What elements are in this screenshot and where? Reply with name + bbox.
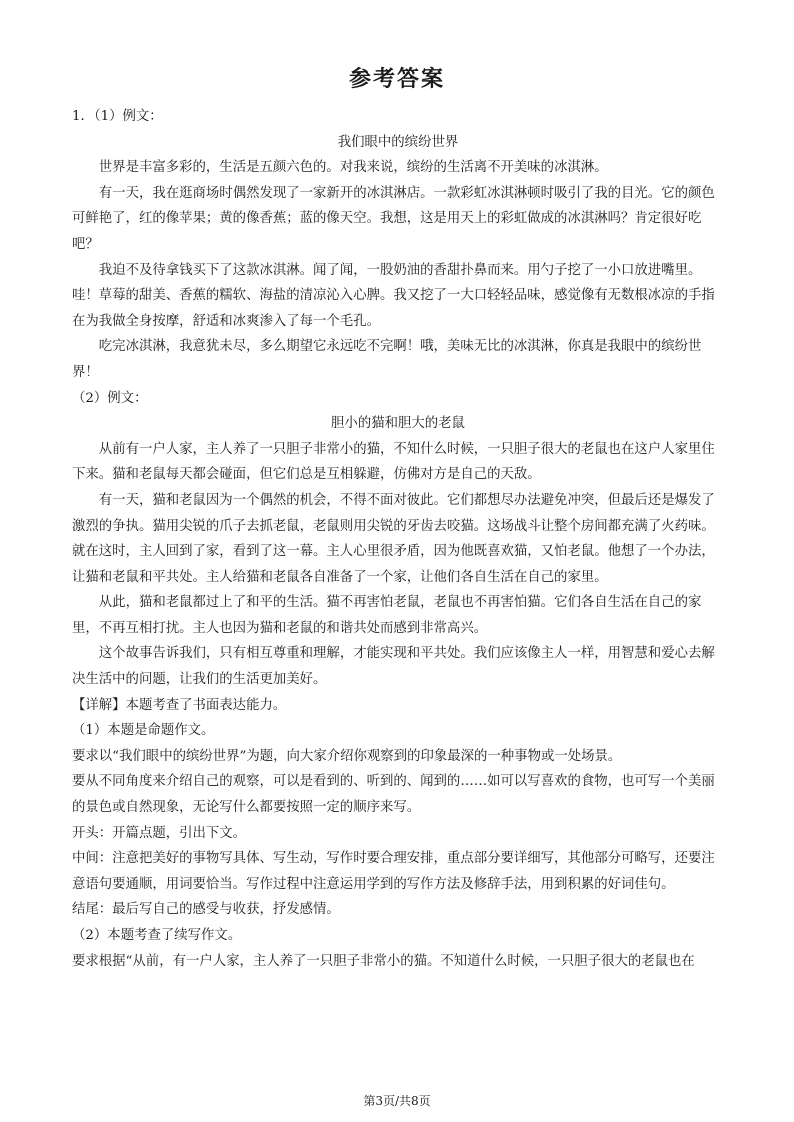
analysis-line: 要求以“我们眼中的缤纷世界”为题，向大家介绍你观察到的印象最深的一种事物或一处场景。 xyxy=(72,748,622,764)
essay-1-paragraph: 我迫不及待拿钱买下了这款冰淇淋。闻了闻，一股奶油的香甜扑鼻而来。用勺子挖了一小口放进嘴里。哇！草莓的甜美、香蕉的糯软、海盐的清凉沁入心脾。我又挖了一大口轻轻品味，感觉像有无数根冰凉的手指在为我做全身按摩，舒适和冰爽渗入了每一个毛孔。 xyxy=(72,262,715,329)
essay-2-title: 胆小的猫和胆大的老鼠 xyxy=(331,416,465,432)
answer-content xyxy=(72,104,724,974)
essay-2-paragraph: 从此，猫和老鼠都过上了和平的生活。猫不再害怕老鼠，老鼠也不再害怕猫。它们各自生活在自己的家里，不再互相打扰。主人也因为猫和老鼠的和谐共处而感到非常高兴。 xyxy=(72,595,702,636)
essay-1-paragraph: 世界是丰富多彩的，生活是五颜六色的。对我来说，缤纷的生活离不开美味的冰淇淋。 xyxy=(98,160,608,176)
analysis-line: （2）本题考查了续写作文。 xyxy=(72,928,242,943)
essay-2-paragraph: 有一天，猫和老鼠因为一个偶然的机会，不得不面对彼此。它们都想尽办法避免冲突，但最后还是爆发了激烈的争执。猫用尖锐的爪子去抓老鼠，老鼠则用尖锐的牙齿去咬猫。这场战斗让整个房间都充满了火药味。就在这时，主人回到了家，看到了这一幕。主人心里很矛盾，因为他既喜欢猫，又怕老鼠。他想了一个办法，让猫和老鼠和平共处。主人给猫和老鼠各自准备了一个家，让他们各自生活在自己的家里。 xyxy=(72,492,715,585)
analysis-line: 中间：注意把美好的事物写具体、写生动，写作时要合理安排，重点部分要详细写，其他部分可略写，还要注意语句要通顺，用词要恰当。写作过程中注意运用学到的写作方法及修辞手法，用到积累的好词佳句。 xyxy=(72,851,715,892)
essay-1-paragraph: 有一天，我在逛商场时偶然发现了一家新开的冰淇淋店。一款彩虹冰淇淋顿时吸引了我的目光。它的颜色可鲜艳了，红的像苹果；黄的像香蕉；蓝的像天空。我想，这是用天上的彩虹做成的冰淇淋吗？肯定很好吃吧？ xyxy=(72,185,715,252)
analysis-heading: 【详解】本题考查了书面表达能力。 xyxy=(72,697,287,713)
analysis-line: 结尾：最后写自己的感受与收获，抒发感情。 xyxy=(72,902,340,918)
analysis-line: 要从不同角度来介绍自己的观察，可以是看到的、听到的、闻到的……如可以写喜欢的食物，也可写一个美丽的景色或自然现象，无论写什么都要按照一定的顺序来写。 xyxy=(72,774,715,816)
analysis-line: 开头：开篇点题，引出下文。 xyxy=(72,825,247,841)
analysis-line: （1）本题是命题作文。 xyxy=(72,723,215,739)
essay-2-paragraph: 从前有一户人家，主人养了一只胆子非常小的猫，不知什么时候，一只胆子很大的老鼠也在这户人家里住下来。猫和老鼠每天都会碰面，但它们总是互相躲避，仿佛对方是自己的天敌。 xyxy=(72,441,715,483)
page-number: 第3页/共8页 xyxy=(363,1094,431,1108)
question-2-label: （2）例文： xyxy=(72,390,148,406)
essay-1-paragraph: 吃完冰淇淋，我意犹未尽，多么期望它永远吃不完啊！哦，美味无比的冰淇淋，你真是我眼中的缤纷世界！ xyxy=(72,339,702,380)
question-1-label: 1．（1）例文： xyxy=(72,109,163,124)
essay-1-title: 我们眼中的缤纷世界 xyxy=(337,134,459,150)
essay-2-paragraph: 这个故事告诉我们，只有相互尊重和理解，才能实现和平共处。我们应该像主人一样，用智慧和爱心去解决生活中的问题，让我们的生活更加美好。 xyxy=(72,646,715,688)
analysis-line: 要求根据“从前，有一户人家，主人养了一只胆子非常小的猫。不知道什么时候，一只胆子很大的老鼠也在 xyxy=(72,953,695,969)
page-title: 参考答案 xyxy=(348,67,445,92)
